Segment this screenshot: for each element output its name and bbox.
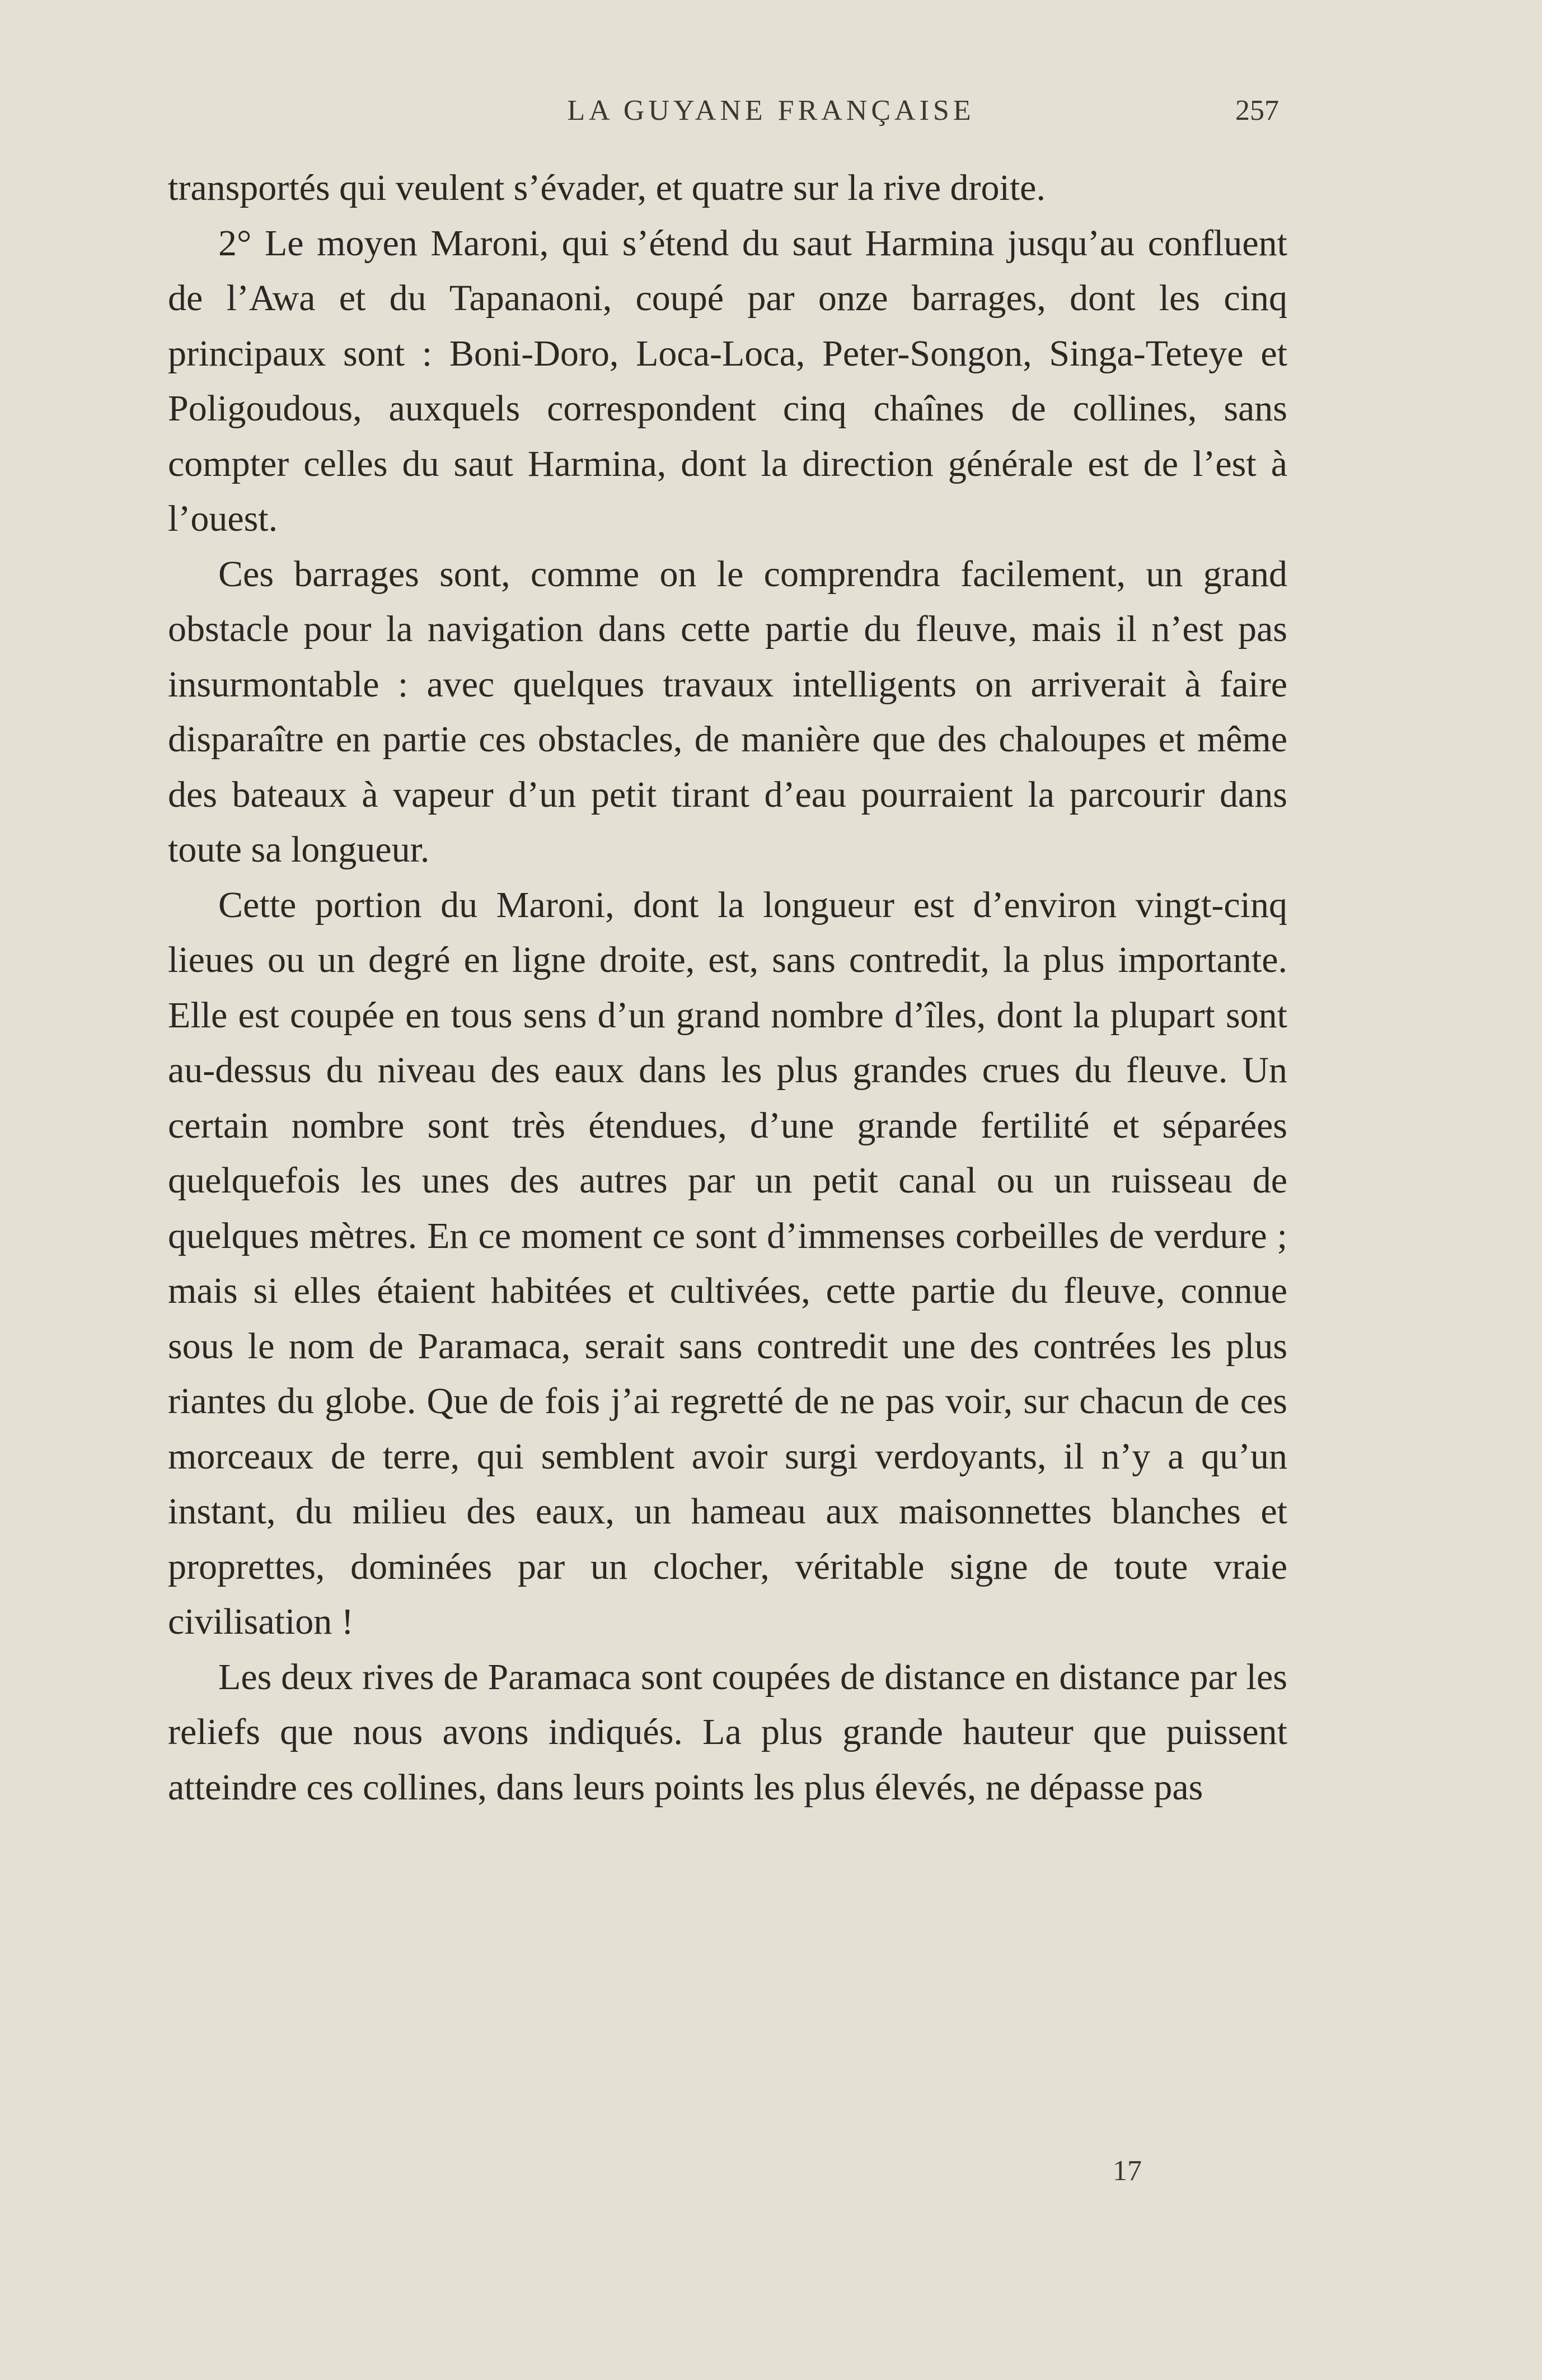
paragraph: Cette portion du Maroni, dont la longueur est d’environ vingt-cinq lieues ou un degré en ligne droite, est, sans contredit, la plus importante. Elle est coupée en tous sens d’un grand nombre d’îles, dont la plupart sont au-dessus du niveau des eaux dans les plus grandes crues du fleuve. Un certain nombre sont très étendues, d’une grande fertilité et séparées quelquefois les unes des autres par un petit canal ou un ruisseau de quelques mètres. En ce moment ce sont d’immenses corbeilles de verdure ; mais si elles étaient habitées et cultivées, cette partie du fleuve, connue sous le nom de Paramaca, serait sans contredit une des contrées les plus riantes du globe. Que de fois j’ai regretté de ne pas voir, sur chacun de ces morceaux de terre, qui semblent avoir surgi verdoyants, il n’y a qu’un instant, du milieu des eaux, un hameau aux maisonnettes blanches et proprettes, dominées par un clocher, véritable signe de toute vraie civilisation ! — [168, 884, 1287, 1642]
body-text — [168, 161, 1287, 1815]
signature-mark: 17 — [1113, 2155, 1142, 2187]
paragraph: Les deux rives de Paramaca sont coupées de distance en distance par les reliefs que nous avons indiqués. La plus grande hauteur que puissent atteindre ces collines, dans leurs points les plus élevés, ne dépasse pas — [168, 1656, 1287, 1808]
paragraph: Ces barrages sont, comme on le comprendra facilement, un grand obstacle pour la navigation dans cette partie du fleuve, mais il n’est pas insurmontable : avec quelques travaux intelligents on arriverait à faire disparaître en partie ces obstacles, de manière que des chaloupes et même des bateaux à vapeur d’un petit tirant d’eau pourraient la parcourir dans toute sa longueur. — [168, 553, 1287, 870]
running-header-title: LA GUYANE FRANÇAISE — [567, 95, 975, 127]
paragraph: transportés qui veulent s’évader, et quatre sur la rive droite. — [168, 167, 1046, 208]
paragraph: 2° Le moyen Maroni, qui s’étend du saut Harmina jusqu’au confluent de l’Awa et du Tapanaoni, coupé par onze barrages, dont les cinq principaux sont : Boni-Doro, Loca-Loca, Peter-Songon, Singa-Teteye et Poligoudous, auxquels correspondent cinq chaînes de collines, sans compter celles du saut Harmina, dont la direction générale est de l’est à l’ouest. — [168, 222, 1287, 539]
page-number: 257 — [1235, 95, 1279, 127]
